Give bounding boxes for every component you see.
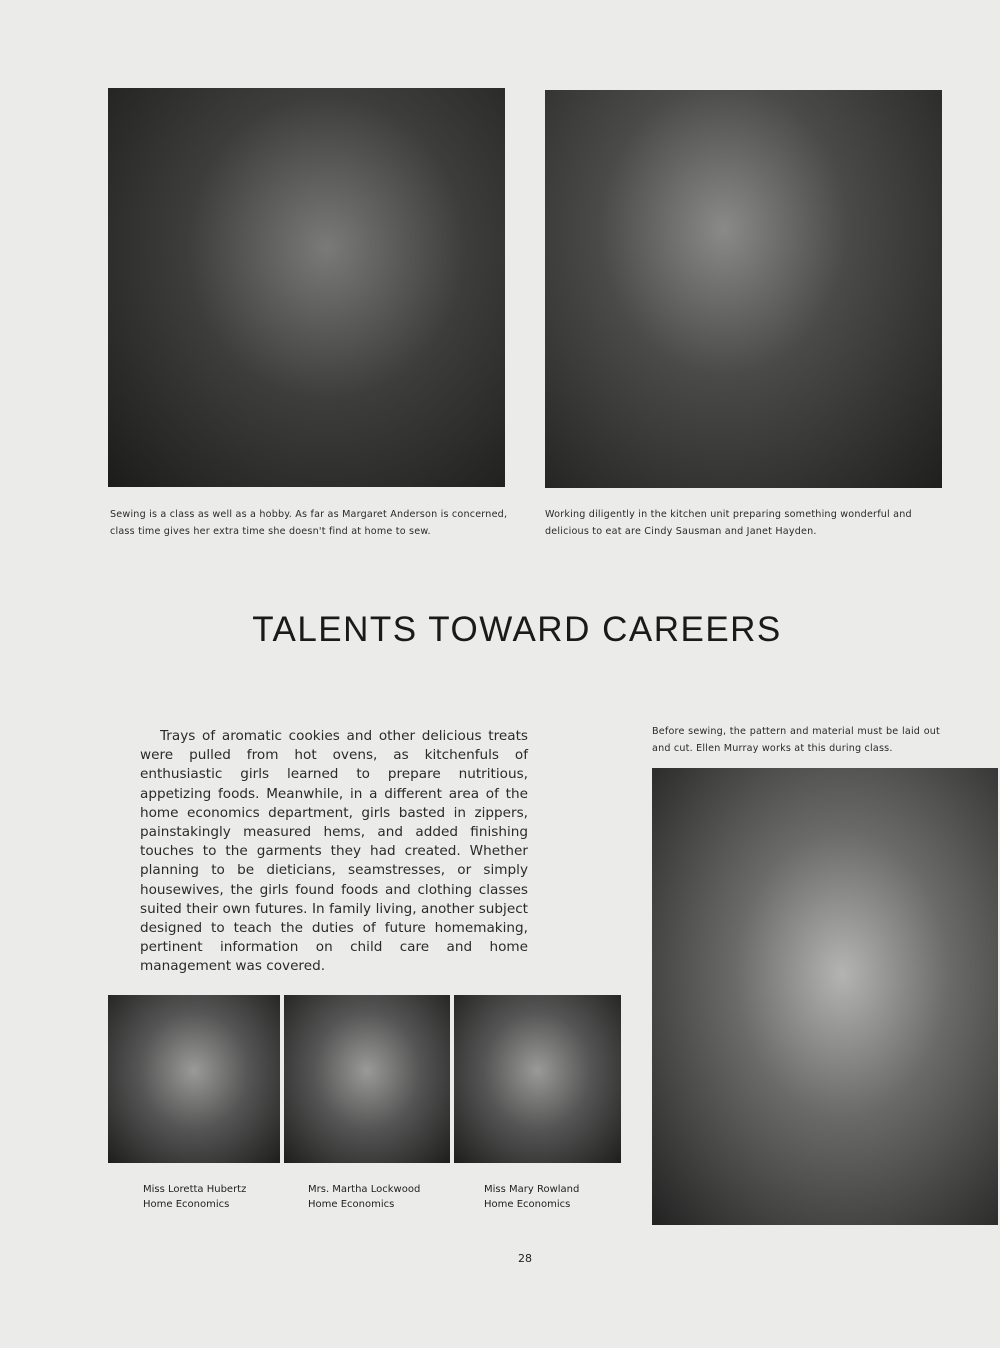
- caption-sewing: Sewing is a class as well as a hobby. As far as Margaret Anderson is concerned, class time gives her extra time she doesn't find at home to sew.: [110, 509, 508, 537]
- portrait-hubertz: [108, 995, 280, 1163]
- photo-kitchen: [545, 90, 942, 488]
- page-number: 28: [518, 1252, 532, 1265]
- faculty-caption: [484, 1182, 579, 1212]
- faculty-dept: Home Economics: [143, 1199, 230, 1210]
- portrait-rowland: [454, 995, 621, 1163]
- faculty-dept: Home Economics: [484, 1199, 571, 1210]
- faculty-caption: [308, 1182, 420, 1212]
- body-text: Trays of aromatic cookies and other delicious treats were pulled from hot ovens, as kitchenfuls of enthusiastic girls learned to prepare nutritious, appetizing foods. Meanwhile, in a different area of the home economics department, girls basted in zippers, painstakingly measured hems, and added finishing touches to the garments they had created. Whether planning to be dieticians, seamstresses, or simply housewives, the girls found foods and clothing classes suited their own futures. In family living, another subject designed to teach the duties of future homemaking, pertinent information on child care and home management was covered.: [140, 728, 528, 975]
- faculty-name: Mrs. Martha Lockwood: [308, 1184, 421, 1195]
- page-title: TALENTS TOWARD CAREERS: [252, 610, 782, 649]
- caption-kitchen: Working diligently in the kitchen unit preparing something wonderful and delicious to eat are Cindy Sausman and Janet Hayden.: [545, 509, 912, 537]
- photo-pattern-cutting: [652, 768, 998, 1225]
- faculty-name: Miss Loretta Hubertz: [143, 1184, 247, 1195]
- photo-sewing-machine: [108, 88, 505, 487]
- faculty-dept: Home Economics: [308, 1199, 395, 1210]
- caption-pattern: Before sewing, the pattern and material must be laid out and cut. Ellen Murray works at this during class.: [652, 726, 940, 754]
- portrait-lockwood: [284, 995, 450, 1163]
- faculty-caption: [143, 1182, 246, 1212]
- faculty-name: Miss Mary Rowland: [484, 1184, 580, 1195]
